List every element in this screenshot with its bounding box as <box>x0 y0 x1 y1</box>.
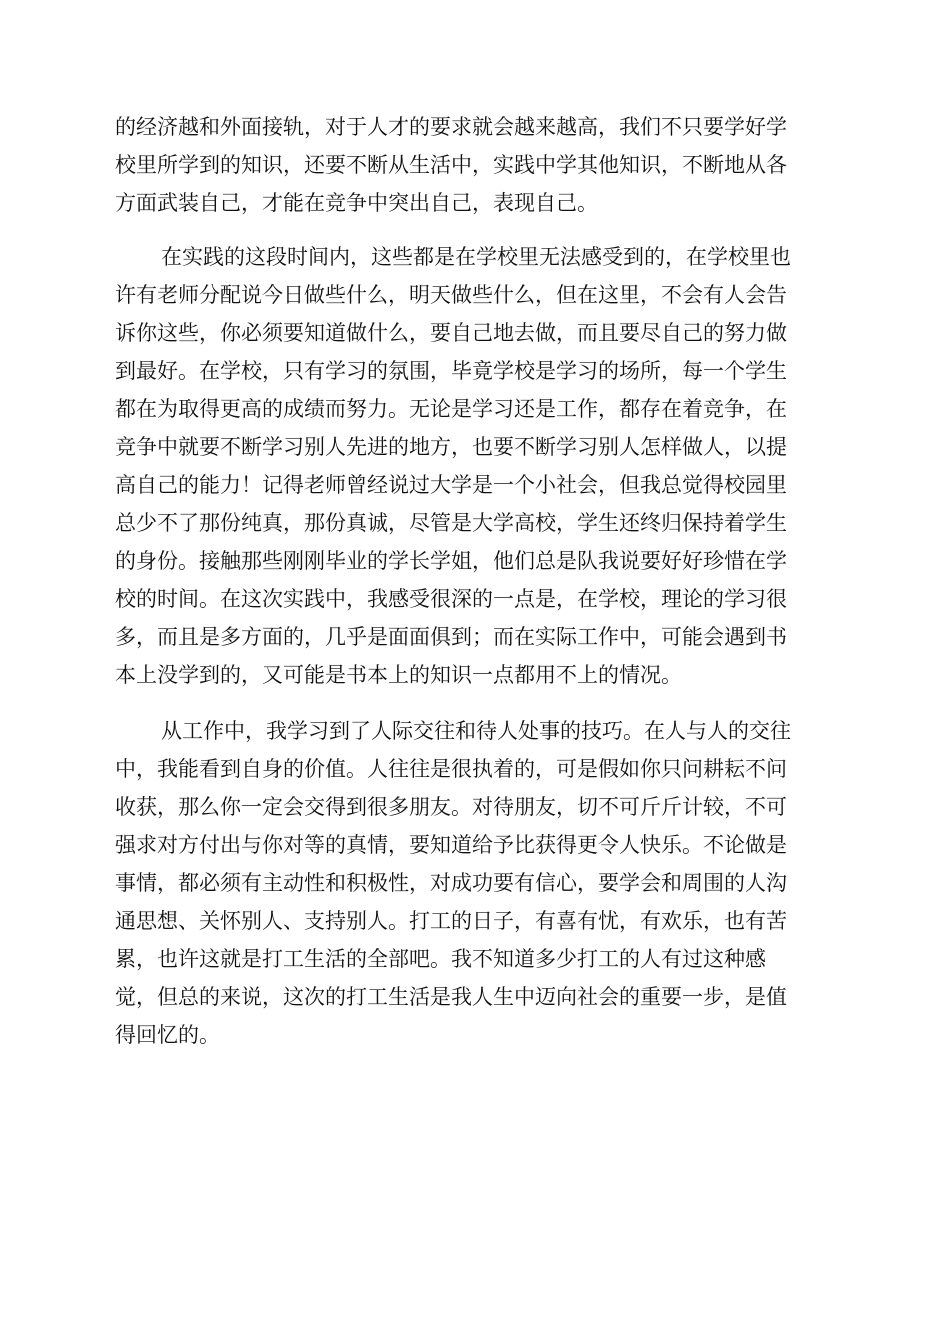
paragraph-1-line-1: 的经济越和外面接轨，对于人才的要求就会越来越高，我们不只要学好学 <box>115 115 787 139</box>
paragraph-3-line-1: 从工作中，我学习到了人际交往和待人处事的技巧。在人与人的交往 <box>161 719 791 743</box>
paragraph-3-line-4: 强求对方付出与你对等的真情，要知道给予比获得更令人快乐。不论做是 <box>115 833 787 857</box>
paragraph-1-line-3: 方面武装自己，才能在竞争中突出自己，表现自己。 <box>115 191 598 215</box>
paragraph-3-line-7: 累，也许这就是打工生活的全部吧。我不知道多少打工的人有过这种感 <box>115 947 766 971</box>
paragraph-2-line-1: 在实践的这段时间内，这些都是在学校里无法感受到的，在学校里也 <box>161 245 791 269</box>
paragraph-2-line-11: 多，而且是多方面的，几乎是面面俱到；而在实际工作中，可能会遇到书 <box>115 625 787 649</box>
paragraph-2-line-9: 的身份。接触那些刚刚毕业的学长学姐，他们总是队我说要好好珍惜在学 <box>115 549 787 573</box>
paragraph-3-line-3: 收获，那么你一定会交得到很多朋友。对待朋友，切不可斤斤计较，不可 <box>115 795 787 819</box>
paragraph-3-line-2: 中，我能看到自身的价值。人往往是很执着的，可是假如你只问耕耘不问 <box>115 757 787 781</box>
paragraph-1-line-2: 校里所学到的知识，还要不断从生活中，实践中学其他知识，不断地从各 <box>115 153 787 177</box>
paragraph-2-line-10: 校的时间。在这次实践中，我感受很深的一点是，在学校，理论的学习很 <box>115 587 787 611</box>
paragraph-2-line-6: 竞争中就要不断学习别人先进的地方，也要不断学习别人怎样做人，以提 <box>115 435 787 459</box>
paragraph-2-line-7: 高自己的能力！记得老师曾经说过大学是一个小社会，但我总觉得校园里 <box>115 473 787 497</box>
paragraph-3-line-9: 得回忆的。 <box>115 1023 220 1047</box>
paragraph-2-line-3: 诉你这些，你必须要知道做什么，要自己地去做，而且要尽自己的努力做 <box>115 321 787 345</box>
paragraph-2-line-2: 许有老师分配说今日做些什么，明天做些什么，但在这里，不会有人会告 <box>115 283 787 307</box>
paragraph-2-line-12: 本上没学到的，又可能是书本上的知识一点都用不上的情况。 <box>115 663 682 687</box>
paragraph-3-line-8: 觉，但总的来说，这次的打工生活是我人生中迈向社会的重要一步，是值 <box>115 985 787 1009</box>
paragraph-2-line-8: 总少不了那份纯真，那份真诚，尽管是大学高校，学生还终归保持着学生 <box>115 511 787 535</box>
paragraph-2-line-5: 都在为取得更高的成绩而努力。无论是学习还是工作，都存在着竞争，在 <box>115 397 787 421</box>
paragraph-2-line-4: 到最好。在学校，只有学习的氛围，毕竟学校是学习的场所，每一个学生 <box>115 359 787 383</box>
paragraph-3-line-6: 通思想、关怀别人、支持别人。打工的日子，有喜有忧，有欢乐，也有苦 <box>115 909 787 933</box>
paragraph-3-line-5: 事情，都必须有主动性和积极性，对成功要有信心，要学会和周围的人沟 <box>115 871 787 895</box>
